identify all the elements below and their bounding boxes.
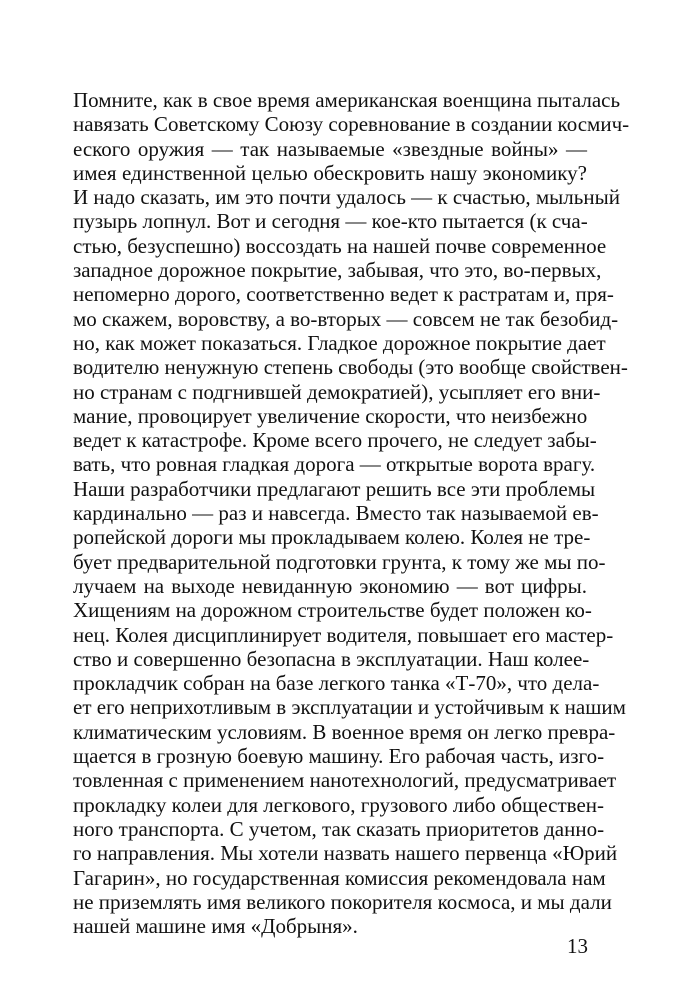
text-line: товленная с применением нанотехнологий, предусматривает — [73, 768, 617, 793]
text-line: мо скажем, воровству, а во-вторых — совсем не так безобид- — [73, 306, 619, 331]
text-line: щается в грозную боевую машину. Его рабочая часть, изго- — [73, 744, 605, 769]
text-line: не приземлять имя великого покорителя космоса, и мы дали — [73, 889, 612, 914]
text-line: стью, безуспешно) воссоздать на нашей почве современное — [73, 233, 607, 258]
text-line: навязать Советскому Союзу соревнование в создании космич- — [73, 112, 630, 137]
text-line: ного транспорта. С учетом, так сказать приоритетов данно- — [73, 816, 605, 841]
text-line: Гагарин», но государственная комиссия рекомендовала нам — [73, 865, 606, 890]
text-line: Хищениям на дорожном строительстве будет положен ко- — [73, 598, 592, 623]
text-line: пузырь лопнул. Вот и сегодня — кое-кто пытается (к сча- — [73, 209, 588, 234]
text-line: но странам с подгнившей демократией), усыпляет его вни- — [73, 379, 601, 404]
text-line: мание, провоцирует увеличение скорости, что неизбежно — [73, 403, 588, 428]
text-line: бует предварительной подготовки грунта, к тому же мы по- — [73, 549, 606, 574]
text-line: прокладчик собран на базе легкого танка «Т-70», что дела- — [73, 671, 600, 696]
text-line: климатическим условиям. В военное время он легко превра- — [73, 719, 616, 744]
body-text — [73, 88, 630, 939]
text-line: водителю ненужную степень свободы (это вообще свойствен- — [73, 355, 628, 380]
text-line: но, как может показаться. Гладкое дорожное покрытие дает — [73, 330, 606, 355]
text-line: ет его неприхотливым в эксплуатации и устойчивым к нашим — [73, 695, 626, 720]
text-line: лучаем на выходе невиданную экономию — вот цифры. — [73, 573, 587, 598]
text-line: кардинально — раз и навсегда. Вместо так называемой ев- — [73, 501, 599, 526]
text-line: нец. Колея дисциплинирует водителя, повышает его мастер- — [73, 622, 614, 647]
text-line: непомерно дорого, соответственно ведет к растратам и, пря- — [73, 282, 614, 307]
text-line: прокладку колеи для легкового, грузового либо обществен- — [73, 792, 605, 817]
text-line: еского оружия — так называемые «звездные войны» — — [73, 136, 587, 161]
text-line: имея единственной целью обескровить нашу экономику? — [73, 160, 587, 185]
text-line: И надо сказать, им это почти удалось — к счастью, мыльный — [73, 185, 620, 210]
text-line: ведет к катастрофе. Кроме всего прочего, не следует забы- — [73, 428, 597, 453]
text-line-last: нашей машине имя «Добрыня». — [73, 914, 358, 939]
page-number: 13 — [567, 934, 588, 958]
text-line: го направления. Мы хотели назвать нашего первенца «Юрий — [73, 841, 618, 866]
text-line: Наши разработчики предлагают решить все эти проблемы — [73, 476, 596, 501]
text-line: ство и совершенно безопасна в эксплуатации. Наш колее- — [73, 646, 590, 671]
text-line: ропейской дороги мы прокладываем колею. Колея не тре- — [73, 525, 591, 550]
text-line: вать, что ровная гладкая дорога — открытые ворота врагу. — [73, 452, 596, 477]
text-line: Помните, как в свое время американская военщина пыталась — [73, 88, 621, 112]
text-line: западное дорожное покрытие, забывая, что это, во-первых, — [73, 258, 602, 283]
